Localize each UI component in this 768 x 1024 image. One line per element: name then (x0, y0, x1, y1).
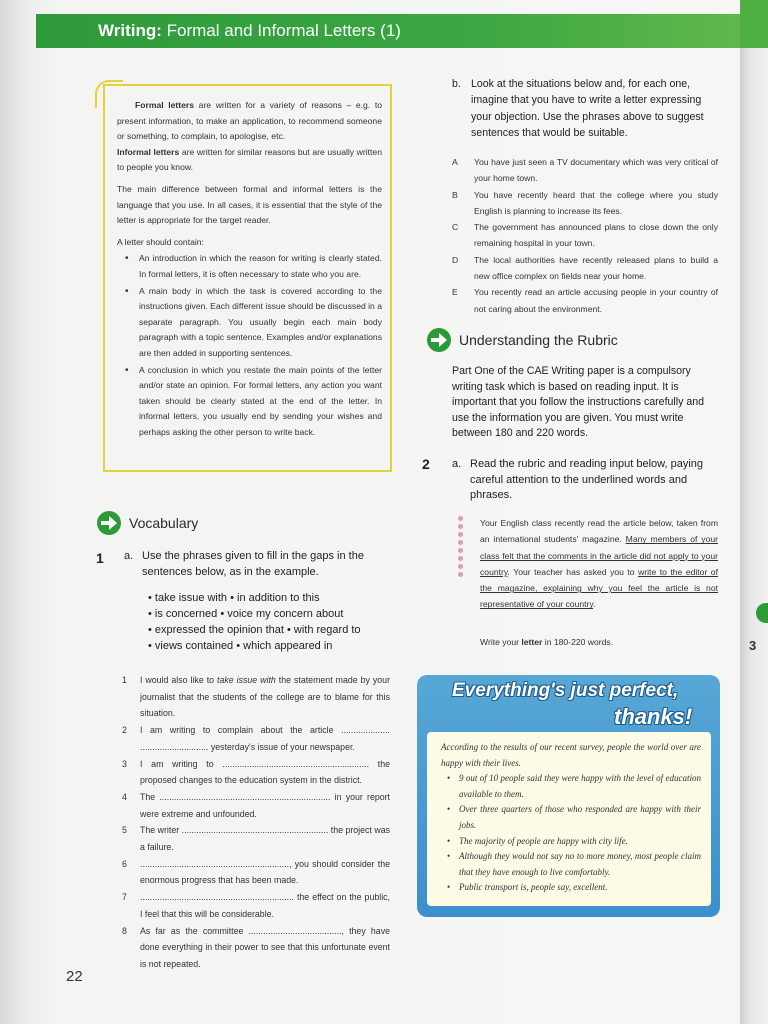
info-paragraph-informal (117, 145, 382, 176)
rubric-text-1: Your English class recently read the article below, taken from an international students' magazine. (480, 518, 718, 545)
formal-letters-text: are written for a variety of reasons – e.g. to present information, to make an application, to recommend someone or something, to complain, to apologise, etc. (117, 100, 382, 142)
sentence-item (122, 789, 390, 822)
situation-letter: C (452, 222, 459, 233)
write-post: in 180-220 words. (542, 637, 614, 647)
situation-text: You recently read an article accusing people in your country of not caring about the environment. (474, 287, 718, 314)
exercise-number: 1 (96, 550, 104, 566)
sentence-text-post: the statement made by your journalist that the students of the college are to blame for this situation. (140, 675, 390, 719)
situation-item (452, 219, 718, 252)
phrase-row: • is concerned • voice my concern about (148, 608, 344, 620)
list-item: • A main body in which the task is covered according to the instructions given. Each different issue should be discussed in a separate paragraph. You usually begin each main body paragraph with a topic sentence. Examples and/or explanations are then added in supporting sentences. (131, 284, 382, 362)
situation-letter: B (452, 189, 458, 200)
page-title-rest: Formal and Informal Letters (1) (161, 21, 401, 40)
info-paragraph-difference: The main difference between formal and informal letters is the language that you use. In all cases, it is essential that the style of the letter is appropriate for the target reader. (117, 183, 382, 226)
phrase-row: • views contained • which appeared in (148, 640, 333, 652)
list-item: • Public transport is, people say, excellent. (447, 880, 701, 896)
rubric-paragraph: Part One of the CAE Writing paper is a compulsory writing task which is based on reading input. It is important that you follow the instructions carefully and use the information you are given. You must write between 180 and 220 words. (452, 365, 705, 440)
sentence-item (122, 856, 390, 889)
sentence-item (122, 756, 390, 789)
situation-text: The local authorities have recently released plans to build a new office complex on fields near your home. (474, 254, 718, 282)
underlined-phrase-2: write to the editor of the magazine, explaining why you feel the article is not representative of your country (480, 566, 718, 610)
page-number: 22 (66, 968, 83, 985)
sentence-number: 7 (122, 892, 127, 903)
situation-letter: E (452, 287, 458, 298)
sentence-text: I am writing to ............................................................ the proposed changes to the education system in the district. (140, 758, 390, 786)
article-title: Everything's just perfect, (452, 680, 679, 701)
article-bullets (447, 771, 701, 896)
informal-letters-text: are written for similar reasons but are usually written to people you know. (117, 146, 382, 173)
letter-parts-list (131, 251, 382, 440)
arrow-right-icon (97, 511, 121, 535)
next-page-edge (740, 0, 768, 1024)
box-corner-curl (95, 80, 123, 108)
part-b-instruction (452, 76, 718, 141)
task2-label: a. (452, 458, 462, 470)
sentence-text: As far as the committee ......................................, they have done everything in their power to see that this unfortunate event is not repeated. (140, 925, 390, 969)
task-rubric-text (480, 515, 718, 613)
list-item: • Over three quarters of those who responded are happy with their jobs. (447, 802, 701, 833)
rubric-heading-text: Understanding the Rubric (459, 332, 618, 348)
sentence-text: I am writing to complain about the article .................... ............................ yesterday's issue of your newspaper. (140, 725, 390, 752)
rubric-heading (427, 328, 618, 352)
sentence-number: 3 (122, 758, 127, 769)
situation-text: The government has announced plans to close down the only remaining hospital in your town. (474, 222, 718, 249)
rubric-text-3: . (593, 599, 596, 610)
situation-item (452, 187, 718, 220)
list-item: • An introduction in which the reason for writing is clearly stated. In formal letters, it is often necessary to state who you are. (131, 251, 382, 282)
example-answer: take issue with (217, 675, 276, 685)
sentence-text: The ...................................................................... in your report were extreme and unfounded. (140, 791, 390, 819)
situation-item (452, 252, 718, 285)
page-title (98, 20, 401, 42)
article-subtitle: thanks! (614, 704, 693, 729)
part-b-text: Look at the situations below and, for each one, imagine that you have to write a letter expressing your objection. Use the phrases above to suggest sentences that would be suitable. (471, 78, 704, 139)
sentence-text: ............................................................., you should consider the enormous progress that has been made. (140, 858, 390, 886)
word-count-instruction (480, 637, 613, 647)
rubric-text-2: . Your teacher has asked you to (507, 566, 639, 577)
situation-letter: D (452, 254, 459, 265)
article-body (427, 732, 711, 906)
sentence-number: 8 (122, 925, 127, 936)
sentence-number: 1 (122, 675, 127, 685)
sentence-text-pre: I would also like to (140, 675, 218, 685)
exercise-number: 2 (422, 456, 430, 472)
situation-item (452, 154, 718, 187)
list-item: • 9 out of 10 people said they were happy with the level of education available to them. (447, 771, 701, 802)
sentence-text: ............................................................... the effect on the public, I feel that this will be considerable. (140, 892, 390, 919)
situation-item (452, 284, 718, 317)
instruction-text: Use the phrases given to fill in the gaps in the sentences below, as in the example. (142, 550, 364, 578)
task2-text: Read the rubric and reading input below, paying careful attention to the underlined words and phrases. (470, 458, 703, 501)
page-title-bold: Writing: (98, 21, 162, 40)
vocabulary-heading-text: Vocabulary (129, 515, 199, 531)
sentence-number: 6 (122, 858, 127, 869)
info-paragraph-formal (117, 98, 382, 145)
situations-list (452, 154, 718, 317)
gap-fill-sentences (122, 672, 390, 973)
vocabulary-heading (97, 511, 198, 535)
article-intro: According to the results of our recent survey, people the world over are happy with their lives. (441, 742, 701, 768)
sentence-number: 5 (122, 825, 127, 836)
list-item: • The majority of people are happy with city life. (447, 834, 701, 850)
underlined-phrase-1: Many members of your class felt that the comments in the article did not apply to your country (480, 534, 718, 577)
arrow-right-icon (427, 328, 451, 352)
info-paragraph-contain: A letter should contain: (117, 236, 204, 247)
task2-instruction (452, 457, 718, 504)
part-b-label: b. (452, 78, 461, 90)
list-item: • A conclusion in which you restate the main points of the letter and/or state an opinion. For formal letters, any action you want taken should be clearly stated at the end of the letter. In informal letters, you usually end by sending your wishes and perhaps asking the other person to write back. (131, 363, 382, 441)
phrase-row: • take issue with • in addition to this (148, 592, 320, 604)
sentence-item (122, 672, 390, 722)
instruction-label: a. (124, 550, 134, 562)
sentence-item (122, 822, 390, 855)
situation-text: You have just seen a TV documentary which was very critical of your home town. (474, 157, 718, 184)
sentence-item (122, 722, 390, 755)
task-dots-decoration (458, 516, 464, 586)
sentence-item (122, 889, 390, 922)
phrase-list (148, 590, 398, 654)
situation-text: You have recently heard that the college where you study English is planning to increase its fees. (474, 189, 718, 216)
sentence-item (122, 923, 390, 973)
vocabulary-instruction (124, 549, 392, 580)
formal-informal-info-box (103, 84, 392, 472)
sentence-number: 2 (122, 725, 127, 736)
next-page-header-strip (740, 0, 768, 48)
sentence-number: 4 (122, 791, 127, 802)
sentence-text: The writer ............................................................ the project was a failure. (140, 825, 390, 853)
list-item: • Although they would not say no to more money, most people claim that they have enough to live comfortably. (447, 849, 701, 880)
informal-letters-term: Informal letters (117, 146, 180, 157)
phrase-row: • expressed the opinion that • with regard to (148, 624, 361, 636)
write-pre: Write your (480, 637, 522, 647)
situation-letter: A (452, 157, 458, 167)
write-bold: letter (521, 637, 543, 647)
formal-letters-term: Formal letters (135, 100, 195, 110)
next-page-number: 3 (749, 638, 757, 653)
